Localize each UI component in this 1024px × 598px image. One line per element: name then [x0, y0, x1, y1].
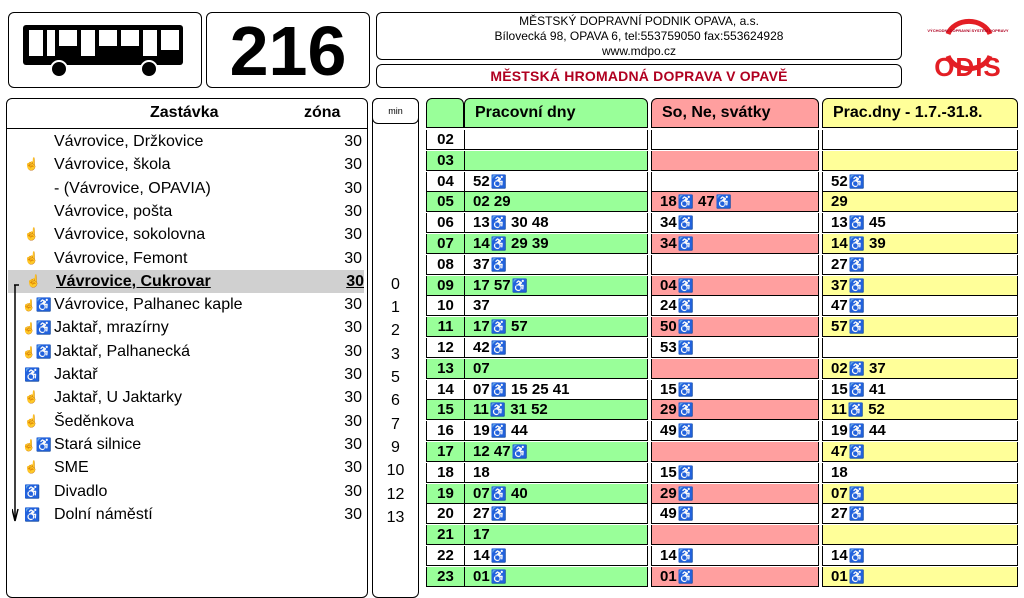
hour-cell: 16 [426, 421, 464, 441]
stop-minutes: 3 [391, 345, 400, 363]
wheelchair-icon: ♿ [677, 194, 694, 210]
departure-cell-workday: 13♿ 30 48 [464, 213, 648, 233]
hour-cell: 09 [426, 276, 464, 296]
hour-cell: 02 [426, 130, 464, 150]
wheelchair-icon: ♿ [490, 506, 507, 522]
stop-zone: 30 [344, 505, 362, 523]
company-info [376, 12, 902, 60]
departure-cell-weekend: 53♿ [651, 338, 819, 358]
stop-name: Šeděnkova [54, 412, 135, 430]
stop-row [6, 363, 368, 386]
wheelchair-icon: ♿ [511, 444, 528, 459]
hour-cell: 12 [426, 338, 464, 358]
departure-cell-workday [464, 130, 648, 150]
stop-row [6, 456, 368, 479]
stop-zone: 30 [344, 342, 362, 360]
timetable-title: MĚSTSKÁ HROMADNÁ DOPRAVA V OPAVĚ [490, 68, 788, 84]
wheelchair-icon: ♿ [848, 173, 865, 189]
hour-cell: 03 [426, 151, 464, 171]
stop-minutes: 0 [391, 275, 400, 293]
departure-cell-weekend: 49♿ [651, 504, 819, 524]
stop-name: - (Vávrovice, OPAVIA) [54, 179, 211, 197]
wheelchair-icon: ♿ [848, 485, 865, 501]
stop-name: SME [54, 459, 89, 477]
minutes-header: min [372, 98, 419, 124]
departure-cell-summer: 29 [822, 192, 1018, 212]
hour-cell: 04 [426, 172, 464, 192]
stop-name: Divadlo [54, 482, 108, 500]
wheelchair-icon: ♿ [848, 444, 865, 459]
wheelchair-icon: ♿ [848, 548, 865, 563]
departure-cell-summer [822, 525, 1018, 545]
stop-name: Stará silnice [54, 435, 142, 453]
departure-cell-workday: 37♿ [464, 255, 648, 275]
wheelchair-icon: ♿ [848, 256, 865, 272]
hour-cell: 17 [426, 442, 464, 462]
stop-name: Dolní náměstí [54, 505, 153, 523]
stop-minutes: 6 [391, 392, 400, 410]
departure-cell-summer: 19♿ 44 [822, 421, 1018, 441]
wheelchair-icon: ♿ [847, 402, 865, 418]
departure-cell-workday: 07♿ 15 25 41 [464, 380, 648, 400]
hour-cell: 13 [426, 359, 464, 379]
departure-cell-summer: 07♿ [822, 484, 1018, 504]
stop-row [6, 177, 368, 200]
wheelchair-icon: ♿ [715, 194, 732, 210]
stop-zone: 30 [344, 482, 362, 500]
departure-cell-summer [822, 151, 1018, 171]
hour-cell: 06 [426, 213, 464, 233]
stop-zone: 30 [346, 272, 364, 290]
stop-row [6, 340, 368, 363]
wheelchair-icon: ♿ [677, 485, 694, 501]
departure-cell-summer: 27♿ [822, 255, 1018, 275]
hand-icon: ☝ [24, 413, 39, 428]
stop-minutes: 7 [391, 415, 400, 433]
departure-cell-weekend: 15♿ [651, 380, 819, 400]
departure-cell-weekend [651, 442, 819, 462]
wheelchair-icon: ♿ [848, 319, 865, 335]
stop-minutes: 9 [391, 438, 400, 456]
wheelchair-icon: ♿ [677, 548, 694, 563]
stop-name: Jaktař, Palhanecká [54, 342, 191, 360]
column-header-summer: Prac.dny - 1.7.-31.8. [822, 98, 1018, 128]
direction-arrow [12, 283, 22, 523]
wheelchair-icon: ♿ [677, 215, 694, 231]
stop-name: Vávrovice, pošta [54, 202, 173, 220]
wheelchair-icon: ♿ [677, 298, 694, 314]
hand-icon: ☝ [24, 460, 39, 475]
wheelchair-icon: ♿ [677, 464, 694, 480]
hand-icon: ☝ [24, 157, 39, 172]
stop-zone: 30 [344, 412, 362, 430]
stop-minutes: 13 [386, 508, 405, 526]
departure-cell-workday [464, 151, 648, 171]
hand-wheelchair-icon: ☝♿ [22, 320, 52, 336]
departure-cell-workday: 19♿ 44 [464, 421, 648, 441]
wheelchair-icon: ♿ [677, 277, 694, 293]
stop-zone: 30 [344, 226, 362, 244]
hour-cell: 18 [426, 463, 464, 483]
wheelchair-icon: ♿ [490, 568, 507, 584]
wheelchair-icon: ♿ [677, 568, 694, 584]
departure-cell-weekend: 18♿ 47♿ [651, 192, 819, 212]
stop-row [6, 153, 368, 176]
wheelchair-icon: ♿ [677, 423, 694, 439]
departure-cell-workday: 27♿ [464, 504, 648, 524]
departure-cell-weekend [651, 151, 819, 171]
hour-cell: 19 [426, 484, 464, 504]
stop-zone: 30 [344, 133, 362, 150]
departure-cell-workday: 14♿ [464, 546, 648, 566]
departure-cell-summer: 11♿ 52 [822, 400, 1018, 420]
wheelchair-icon: ♿ [677, 236, 694, 251]
stop-name: Jaktař, mrazírny [54, 319, 169, 337]
wheelchair-icon: ♿ [848, 423, 865, 439]
departure-cell-workday: 42♿ [464, 338, 648, 358]
departure-cell-workday: 37 [464, 296, 648, 316]
stop-zone: 30 [344, 319, 362, 337]
departure-cell-workday: 17 57♿ [464, 276, 648, 296]
stop-minutes: 1 [391, 299, 400, 317]
departure-cell-summer: 27♿ [822, 504, 1018, 524]
stop-name: Vávrovice, škola [54, 156, 171, 174]
departure-cell-workday: 11♿ 31 52 [464, 400, 648, 420]
departure-cell-workday: 17♿ 57 [464, 317, 648, 337]
departure-cell-summer: 47♿ [822, 442, 1018, 462]
hand-wheelchair-icon: ☝♿ [22, 297, 52, 313]
stop-row [6, 130, 368, 153]
wheelchair-icon: ♿ [848, 360, 865, 376]
wheelchair-icon: ♿ [511, 277, 528, 293]
stop-row [8, 270, 364, 293]
stop-zone: 30 [344, 296, 362, 314]
hand-icon: ☝ [24, 390, 39, 405]
wheelchair-icon: ♿ [490, 256, 507, 272]
departure-cell-summer: 18 [822, 463, 1018, 483]
departure-cell-summer: 02♿ 37 [822, 359, 1018, 379]
departure-cell-workday: 07♿ 40 [464, 484, 648, 504]
wheelchair-icon: ♿ [677, 402, 694, 418]
departure-cell-summer [822, 130, 1018, 150]
column-header-workday: Pracovní dny [464, 98, 648, 128]
hour-cell: 15 [426, 400, 464, 420]
stop-zone: 30 [344, 249, 362, 267]
stop-name: Vávrovice, Cukrovar [56, 272, 211, 290]
line-number: 216 [229, 12, 347, 90]
company-address: Bílovecká 98, OPAVA 6, tel:553759050 fax:553624928 [494, 29, 784, 43]
line-number-box [206, 12, 370, 88]
departure-cell-weekend [651, 359, 819, 379]
hour-cell: 05 [426, 192, 464, 212]
wheelchair-icon: ♿ [677, 340, 694, 355]
hour-cell: 20 [426, 504, 464, 524]
hour-cell: 14 [426, 380, 464, 400]
stop-name: Vávrovice, Femont [54, 249, 188, 267]
departure-cell-weekend: 29♿ [651, 484, 819, 504]
odis-logo [920, 12, 1016, 88]
departure-cell-summer: 01♿ [822, 567, 1018, 587]
wheelchair-icon: ♿ [677, 319, 694, 335]
wheelchair-icon: ♿ [489, 402, 507, 418]
stop-row [6, 410, 368, 433]
hand-wheelchair-icon: ☝♿ [22, 343, 52, 359]
stop-minutes: 5 [391, 369, 400, 386]
company-name: MĚSTSKÝ DOPRAVNÍ PODNIK OPAVA, a.s. [519, 14, 759, 28]
wheelchair-icon: ♿ [490, 173, 507, 189]
stop-row [6, 433, 368, 456]
stop-row [6, 316, 368, 339]
departure-cell-workday: 12 47♿ [464, 442, 648, 462]
stop-zone: 30 [344, 366, 362, 383]
departure-cell-weekend: 24♿ [651, 296, 819, 316]
hour-header [426, 98, 464, 128]
departure-cell-summer: 14♿ [822, 546, 1018, 566]
hand-icon: ☝ [26, 273, 41, 288]
hand-icon: ☝ [24, 227, 39, 242]
departure-cell-workday: 52♿ [464, 172, 648, 192]
logo-small-text: VÝCHODNÍ DOPRAVNÍ SYSTÉM DOPRAVY [927, 28, 1009, 33]
hour-cell: 07 [426, 234, 464, 254]
departure-cell-summer: 37♿ [822, 276, 1018, 296]
departure-cell-weekend: 29♿ [651, 400, 819, 420]
hour-cell: 10 [426, 296, 464, 316]
stop-minutes: 10 [386, 462, 405, 480]
departure-cell-weekend: 49♿ [651, 421, 819, 441]
divider [6, 128, 368, 129]
stop-minutes: 12 [386, 485, 405, 503]
wheelchair-icon: ♿ [848, 236, 865, 251]
stop-name: Vávrovice, Držkovice [54, 133, 204, 150]
stop-row [6, 223, 368, 246]
hand-wheelchair-icon: ☝♿ [22, 436, 52, 452]
wheelchair-icon: ♿ [848, 277, 865, 293]
stop-zone: 30 [344, 459, 362, 477]
hour-cell: 11 [426, 317, 464, 337]
departure-cell-weekend [651, 130, 819, 150]
departure-cell-weekend: 15♿ [651, 463, 819, 483]
departure-cell-weekend: 01♿ [651, 567, 819, 587]
departure-cell-weekend [651, 525, 819, 545]
wheelchair-icon: ♿ [490, 215, 507, 231]
wheelchair-icon: ♿ [490, 423, 507, 439]
stop-zone: 30 [344, 156, 362, 174]
hour-cell: 22 [426, 546, 464, 566]
stop-row [6, 480, 368, 503]
stop-row [6, 247, 368, 270]
stop-name: Vávrovice, Palhanec kaple [54, 296, 243, 314]
departure-cell-workday: 01♿ [464, 567, 648, 587]
stop-zone: 30 [344, 179, 362, 197]
bus-icon-box [8, 12, 202, 88]
departure-cell-workday: 18 [464, 463, 648, 483]
departure-cell-workday: 07 [464, 359, 648, 379]
departure-cell-summer: 52♿ [822, 172, 1018, 192]
wheelchair-icon: ♿ [848, 215, 865, 231]
wheelchair-icon: ♿ [24, 367, 41, 382]
timetable-title-box [376, 64, 902, 88]
wheelchair-icon: ♿ [677, 381, 694, 397]
stop-zone: 30 [344, 389, 362, 407]
departure-cell-summer [822, 338, 1018, 358]
hour-cell: 08 [426, 255, 464, 275]
wheelchair-icon: ♿ [490, 319, 507, 335]
stop-row [6, 200, 368, 223]
stop-header: Zastávka [150, 104, 219, 121]
hour-cell: 23 [426, 567, 464, 587]
departure-cell-weekend: 50♿ [651, 317, 819, 337]
stop-name: Vávrovice, sokolovna [54, 226, 206, 244]
wheelchair-icon: ♿ [24, 483, 41, 499]
zone-header: zóna [304, 104, 341, 121]
stop-row [6, 386, 368, 409]
departure-cell-workday: 17 [464, 525, 648, 545]
stop-minutes: 2 [391, 322, 400, 340]
wheelchair-icon: ♿ [848, 568, 865, 584]
departure-cell-workday: 14♿ 29 39 [464, 234, 648, 254]
departure-cell-summer: 14♿ 39 [822, 234, 1018, 254]
wheelchair-icon: ♿ [848, 506, 865, 522]
departure-cell-weekend: 14♿ [651, 546, 819, 566]
departure-cell-weekend: 34♿ [651, 234, 819, 254]
wheelchair-icon: ♿ [490, 340, 507, 355]
hour-cell: 21 [426, 525, 464, 545]
departure-cell-workday: 02 29 [464, 192, 648, 212]
wheelchair-icon: ♿ [490, 548, 507, 563]
logo-brand: ODIS [934, 52, 1002, 82]
hand-icon: ☝ [24, 250, 39, 265]
column-header-weekend: So, Ne, svátky [651, 98, 819, 128]
stop-zone: 30 [344, 202, 362, 220]
stop-zone: 30 [344, 435, 362, 453]
wheelchair-icon: ♿ [848, 381, 865, 397]
departure-cell-weekend [651, 172, 819, 192]
company-web[interactable]: www.mdpo.cz [601, 44, 677, 58]
wheelchair-icon: ♿ [24, 506, 41, 522]
departure-cell-summer: 15♿ 41 [822, 380, 1018, 400]
departure-cell-summer: 57♿ [822, 317, 1018, 337]
departure-cell-weekend [651, 255, 819, 275]
bus-icon [21, 21, 191, 81]
departure-cell-summer: 47♿ [822, 296, 1018, 316]
stop-name: Jaktař, U Jaktarky [54, 389, 183, 407]
wheelchair-icon: ♿ [490, 485, 507, 501]
stop-name: Jaktař [54, 366, 98, 383]
departure-cell-summer: 13♿ 45 [822, 213, 1018, 233]
wheelchair-icon: ♿ [677, 506, 694, 522]
departure-cell-weekend: 04♿ [651, 276, 819, 296]
stop-row [6, 293, 368, 316]
departure-cell-weekend: 34♿ [651, 213, 819, 233]
wheelchair-icon: ♿ [848, 298, 865, 314]
wheelchair-icon: ♿ [490, 381, 507, 397]
wheelchair-icon: ♿ [490, 236, 507, 251]
stop-row [6, 503, 368, 526]
